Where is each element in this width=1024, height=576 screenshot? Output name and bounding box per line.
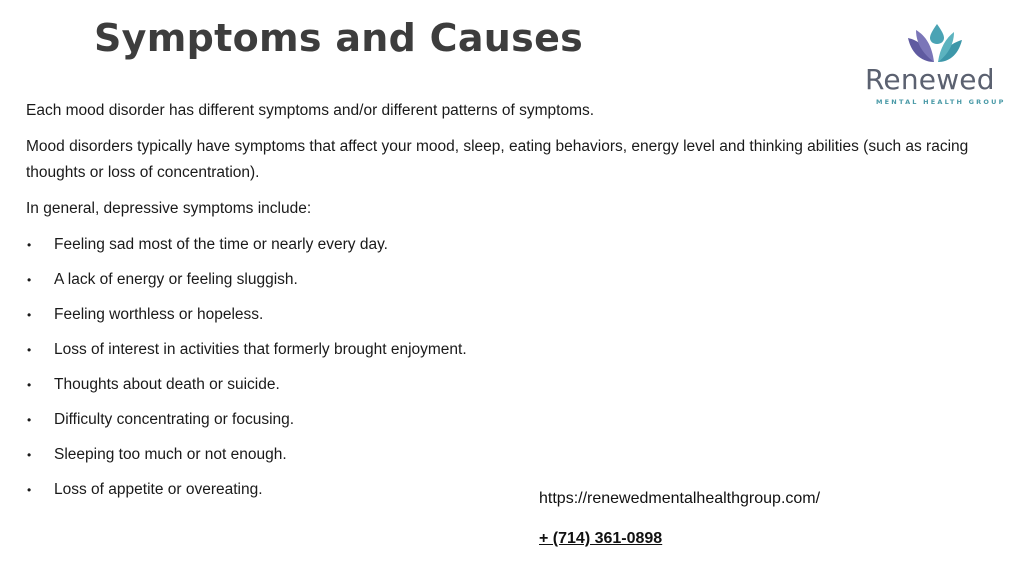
bullet-icon: • bbox=[27, 448, 32, 462]
list-item bbox=[26, 232, 1001, 267]
contact-block bbox=[539, 486, 820, 552]
website-link[interactable]: https://renewedmentalhealthgroup.com/ bbox=[539, 490, 821, 507]
bullet-icon: • bbox=[27, 343, 32, 357]
slide-title: Symptoms and Causes bbox=[94, 16, 584, 60]
list-item bbox=[26, 372, 1001, 407]
list-item bbox=[26, 477, 1001, 512]
logo-wordmark: Renewed bbox=[865, 63, 995, 96]
bullet-icon: • bbox=[27, 238, 32, 252]
bullet-icon: • bbox=[27, 378, 32, 392]
bullet-icon: • bbox=[27, 273, 32, 287]
list-item-text: Loss of appetite or overeating. bbox=[54, 481, 263, 498]
logo-tagline: MENTAL HEALTH GROUP bbox=[876, 98, 1006, 106]
intro-paragraph: Each mood disorder has different symptoms and/or different patterns of symptoms. bbox=[26, 102, 595, 119]
list-item-text: Sleeping too much or not enough. bbox=[54, 446, 287, 463]
depressive-intro-paragraph: In general, depressive symptoms include: bbox=[26, 200, 312, 217]
mood-symptoms-paragraph: Mood disorders typically have symptoms that affect your mood, sleep, eating behaviors, energy level and thinking abilities (such as racing thoughts or loss of concentration). bbox=[26, 138, 969, 181]
list-item-text: Feeling sad most of the time or nearly every day. bbox=[54, 236, 388, 253]
list-item bbox=[26, 337, 1001, 372]
list-item bbox=[26, 407, 1001, 442]
bullet-icon: • bbox=[27, 308, 32, 322]
symptom-list bbox=[26, 232, 1001, 512]
list-item-text: Feeling worthless or hopeless. bbox=[54, 306, 264, 323]
phone-link[interactable]: + (714) 361-0898 bbox=[539, 530, 663, 547]
bullet-icon: • bbox=[27, 413, 32, 427]
list-item-text: Thoughts about death or suicide. bbox=[54, 376, 280, 393]
list-item-text: Loss of interest in activities that formerly brought enjoyment. bbox=[54, 341, 467, 358]
list-item bbox=[26, 302, 1001, 337]
list-item-text: Difficulty concentrating or focusing. bbox=[54, 411, 295, 428]
list-item bbox=[26, 442, 1001, 477]
slide-body bbox=[26, 98, 1001, 512]
bullet-icon: • bbox=[27, 483, 32, 497]
list-item-text: A lack of energy or feeling sluggish. bbox=[54, 271, 298, 288]
list-item bbox=[26, 267, 1001, 302]
